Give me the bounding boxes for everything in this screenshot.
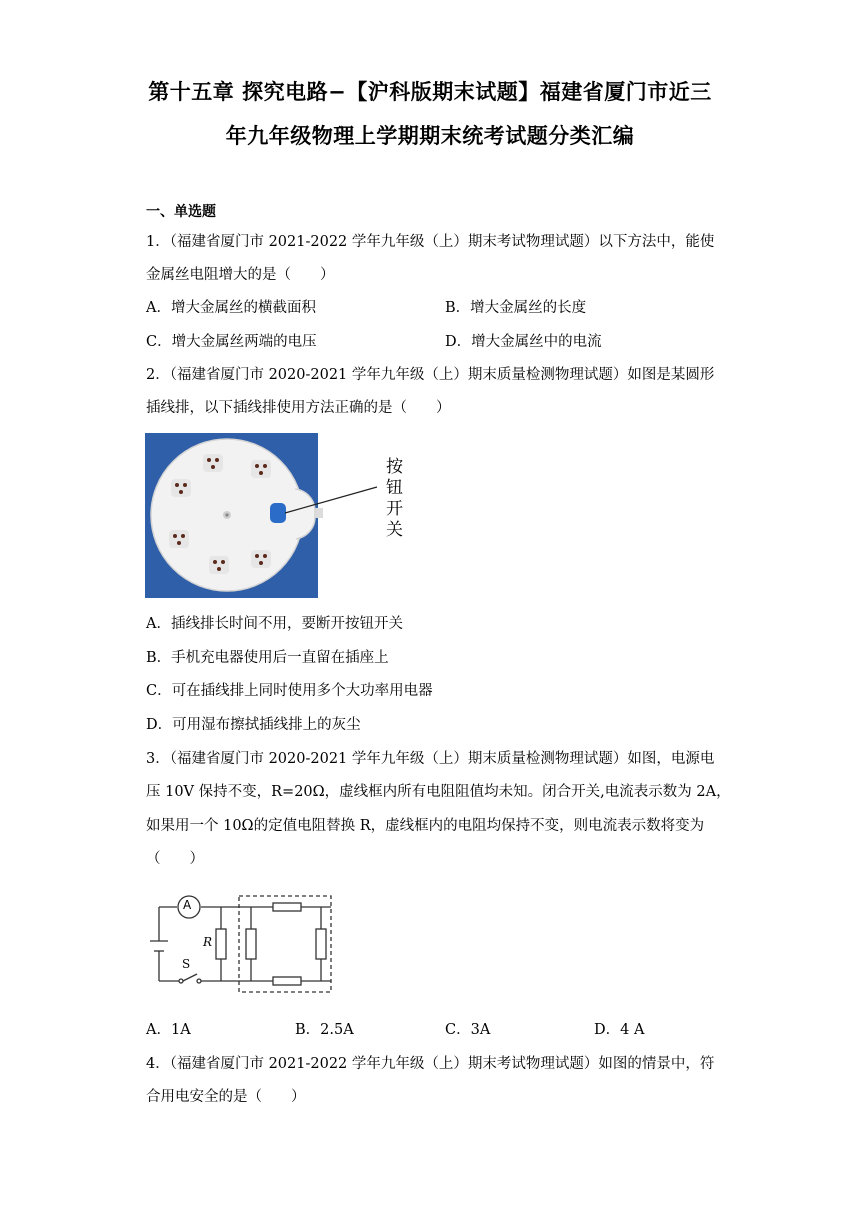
inner-resistor-bottom [273, 977, 301, 985]
q2-option-d: D．可用湿布擦拭插线排上的灰尘 [146, 717, 361, 733]
q1-option-c: C．增大金属丝两端的电压 [146, 334, 317, 350]
inner-resistor-top [273, 903, 301, 911]
power-strip-figure [145, 433, 425, 598]
figure-label-char: 按 [386, 457, 403, 477]
inner-resistor-right [316, 929, 326, 959]
q3-stem-line1: 3．（福建省厦门市 2020-2021 学年九年级（上）期末质量检测物理试题）如图，电源电 [146, 751, 715, 767]
ammeter-label: A [183, 898, 192, 912]
figure-label-char: 钮 [386, 478, 403, 498]
q3-option-d: D．4 A [594, 1022, 645, 1038]
q3-option-b: B．2.5A [295, 1022, 354, 1038]
resistor-label: R [203, 935, 213, 949]
document-title-line1: 第十五章 探究电路−【沪科版期末试题】福建省厦门市近三 [148, 80, 712, 104]
section-heading: 一、单选题 [146, 204, 216, 220]
figure-label-button-switch [386, 457, 403, 541]
circuit-diagram [145, 893, 345, 995]
q2-option-a: A．插线排长时间不用，要断开按钮开关 [146, 616, 403, 632]
q1-option-d: D．增大金属丝中的电流 [445, 334, 602, 350]
inner-resistor-left [246, 929, 256, 959]
figure-label-char: 开 [386, 499, 403, 519]
button-switch-icon [270, 503, 286, 523]
q2-stem-line2: 插线排，以下插线排使用方法正确的是（ ） [146, 400, 451, 416]
q1-option-b: B．增大金属丝的长度 [445, 300, 587, 316]
figure-label-char: 关 [386, 520, 403, 540]
q3-option-c: C．3A [445, 1022, 491, 1038]
q1-stem-line2: 金属丝电阻增大的是（ ） [146, 267, 335, 283]
q1-option-a: A．增大金属丝的横截面积 [146, 300, 316, 316]
q4-stem-line1: 4．（福建省厦门市 2021-2022 学年九年级（上）期末考试物理试题）如图的情景中，符 [146, 1056, 715, 1072]
q2-option-b: B．手机充电器使用后一直留在插座上 [146, 650, 389, 666]
power-strip-photo [145, 433, 425, 598]
q3-stem-line2: 压 10V 保持不变，R=20Ω，虚线框内所有电阻阻值均未知。闭合开关,电流表示数为 2A， [146, 784, 731, 800]
q4-stem-line2: 合用电安全的是（ ） [146, 1089, 306, 1105]
resistor-r [216, 929, 226, 959]
q2-option-c: C．可在插线排上同时使用多个大功率用电器 [146, 683, 433, 699]
switch-blade [183, 974, 197, 981]
q3-stem-line3: 如果用一个 10Ω的定值电阻替换 R，虚线框内的电阻均保持不变，则电流表示数将变为 [146, 818, 705, 834]
circuit-svg [145, 893, 345, 995]
document-title-line2: 年九年级物理上学期期末统考试题分类汇编 [225, 124, 635, 148]
q2-stem-line1: 2．（福建省厦门市 2020-2021 学年九年级（上）期末质量检测物理试题）如图是某圆形 [146, 367, 715, 383]
q3-option-a: A．1A [146, 1022, 191, 1038]
q3-stem-line4: （ ） [146, 851, 204, 867]
switch-label: S [182, 957, 191, 971]
q1-stem-line1: 1．（福建省厦门市 2021-2022 学年九年级（上）期末考试物理试题）以下方法中，能使 [146, 234, 715, 250]
